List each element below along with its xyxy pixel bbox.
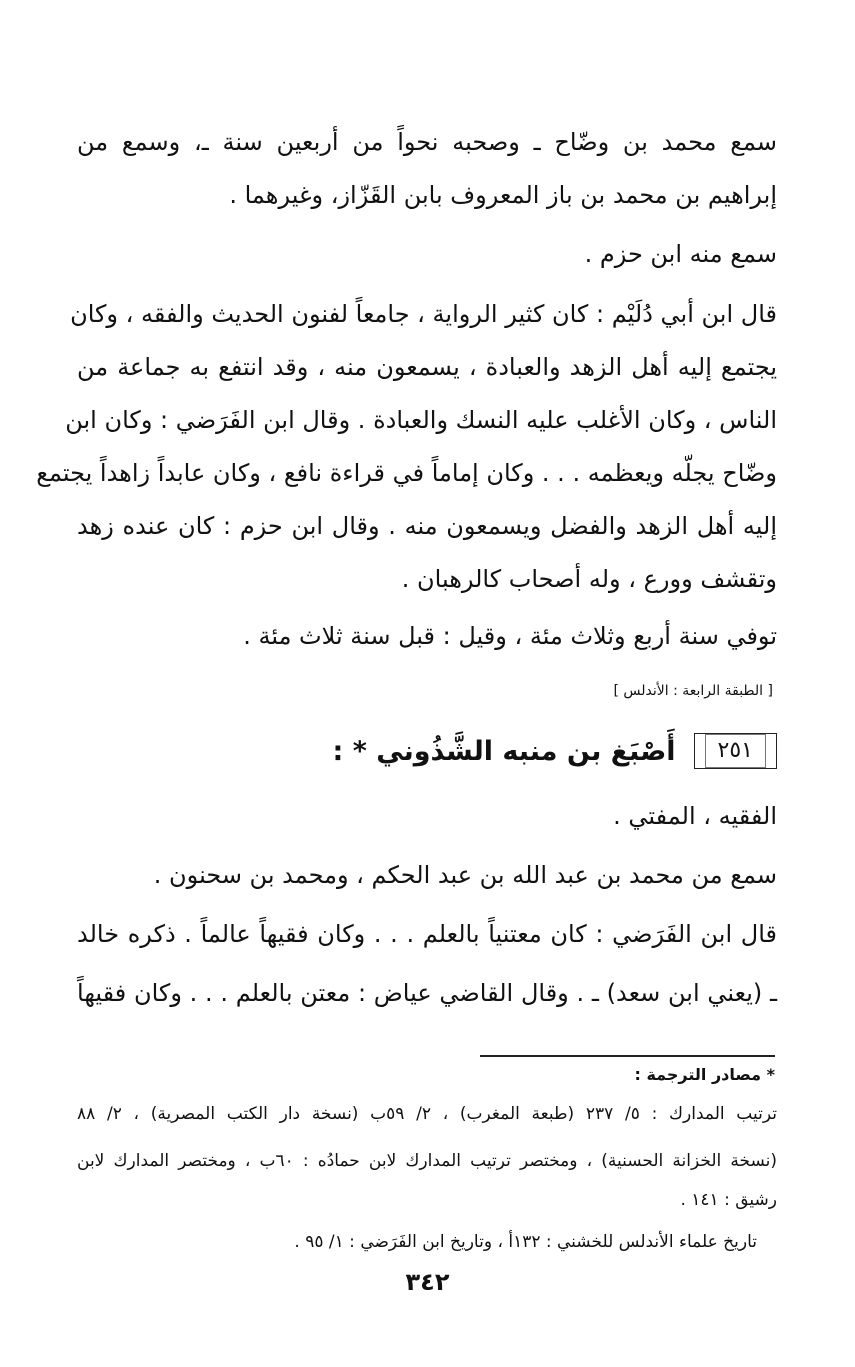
- section-tag: [ الطبقة الرابعة : الأندلس ]: [613, 683, 773, 699]
- heard-line: سمع منه ابن حزم .: [584, 240, 777, 268]
- para-line-3: الناس ، وكان الأغلب عليه النسك والعبادة . وقال ابن الفَرَضي : وكان ابن: [65, 406, 777, 434]
- entry-heading: [333, 730, 777, 772]
- entry-line-3: قال ابن الفَرَضي : كان معتنياً بالعلم . . . وكان فقيهاً عالماً . ذكره خالد: [77, 920, 777, 948]
- intro-line-1: سمع محمد بن وضّاح ـ وصحبه نحواً من أربعين سنة ـ، وسمع من: [77, 128, 777, 156]
- footnote-title: * مصادر الترجمة :: [634, 1065, 775, 1084]
- entry-line-4: ـ (يعني ابن سعد) ـ . وقال القاضي عياض : معتن بالعلم . . . وكان فقيهاً: [77, 979, 777, 1007]
- page-number: ٣٤٢: [405, 1268, 450, 1296]
- para-line-2: يجتمع إليه أهل الزهد والعبادة ، يسمعون منه ، وقد انتفع به جماعة من: [77, 353, 777, 381]
- footnote-divider: [480, 1055, 775, 1057]
- entry-line-2: سمع من محمد بن عبد الله بن عبد الحكم ، ومحمد بن سحنون .: [153, 861, 777, 889]
- footnote-line-3: رشيق : ١٤١ .: [680, 1190, 777, 1210]
- intro-line-2: إبراهيم بن محمد بن باز المعروف بابن القَزّاز، وغيرهما .: [229, 181, 777, 209]
- para-line-5: إليه أهل الزهد والفضل ويسمعون منه . وقال ابن حزم : كان عنده زهد: [77, 512, 777, 540]
- death-line: توفي سنة أربع وثلاث مئة ، وقيل : قبل سنة ثلاث مئة .: [243, 622, 777, 650]
- entry-number-box: [694, 733, 777, 769]
- para-line-6: وتقشف وورع ، وله أصحاب كالرهبان .: [401, 565, 777, 593]
- entry-line-1: الفقيه ، المفتي .: [613, 802, 777, 830]
- entry-name: أَصْبَغ بن منبه الشَّذُوني * :: [332, 735, 676, 767]
- footnote-line-4: تاريخ علماء الأندلس للخشني : ١٣٢أ ، وتاريخ ابن الفَرَضي : ١/ ٩٥ .: [294, 1232, 757, 1252]
- para-line-4: وضّاح يجلّه ويعظمه . . . وكان إماماً في قراءة نافع ، وكان عابداً زاهداً يجتمع: [36, 459, 777, 487]
- footnote-line-2: (نسخة الخزانة الحسنية) ، ومختصر ترتيب المدارك لابن حمادُه : ٦٠ب ، ومختصر المدارك لابن: [77, 1151, 777, 1171]
- footnote-line-1: ترتيب المدارك : ٥/ ٢٣٧ (طبعة المغرب) ، ٢/ ٥٩ب (نسخة دار الكتب المصرية) ، ٢/ ٨٨: [77, 1104, 777, 1124]
- para-line-1: قال ابن أبي دُلَيْم : كان كثير الرواية ، جامعاً لفنون الحديث والفقه ، وكان: [70, 300, 777, 328]
- entry-number: ٢٥١: [705, 734, 766, 768]
